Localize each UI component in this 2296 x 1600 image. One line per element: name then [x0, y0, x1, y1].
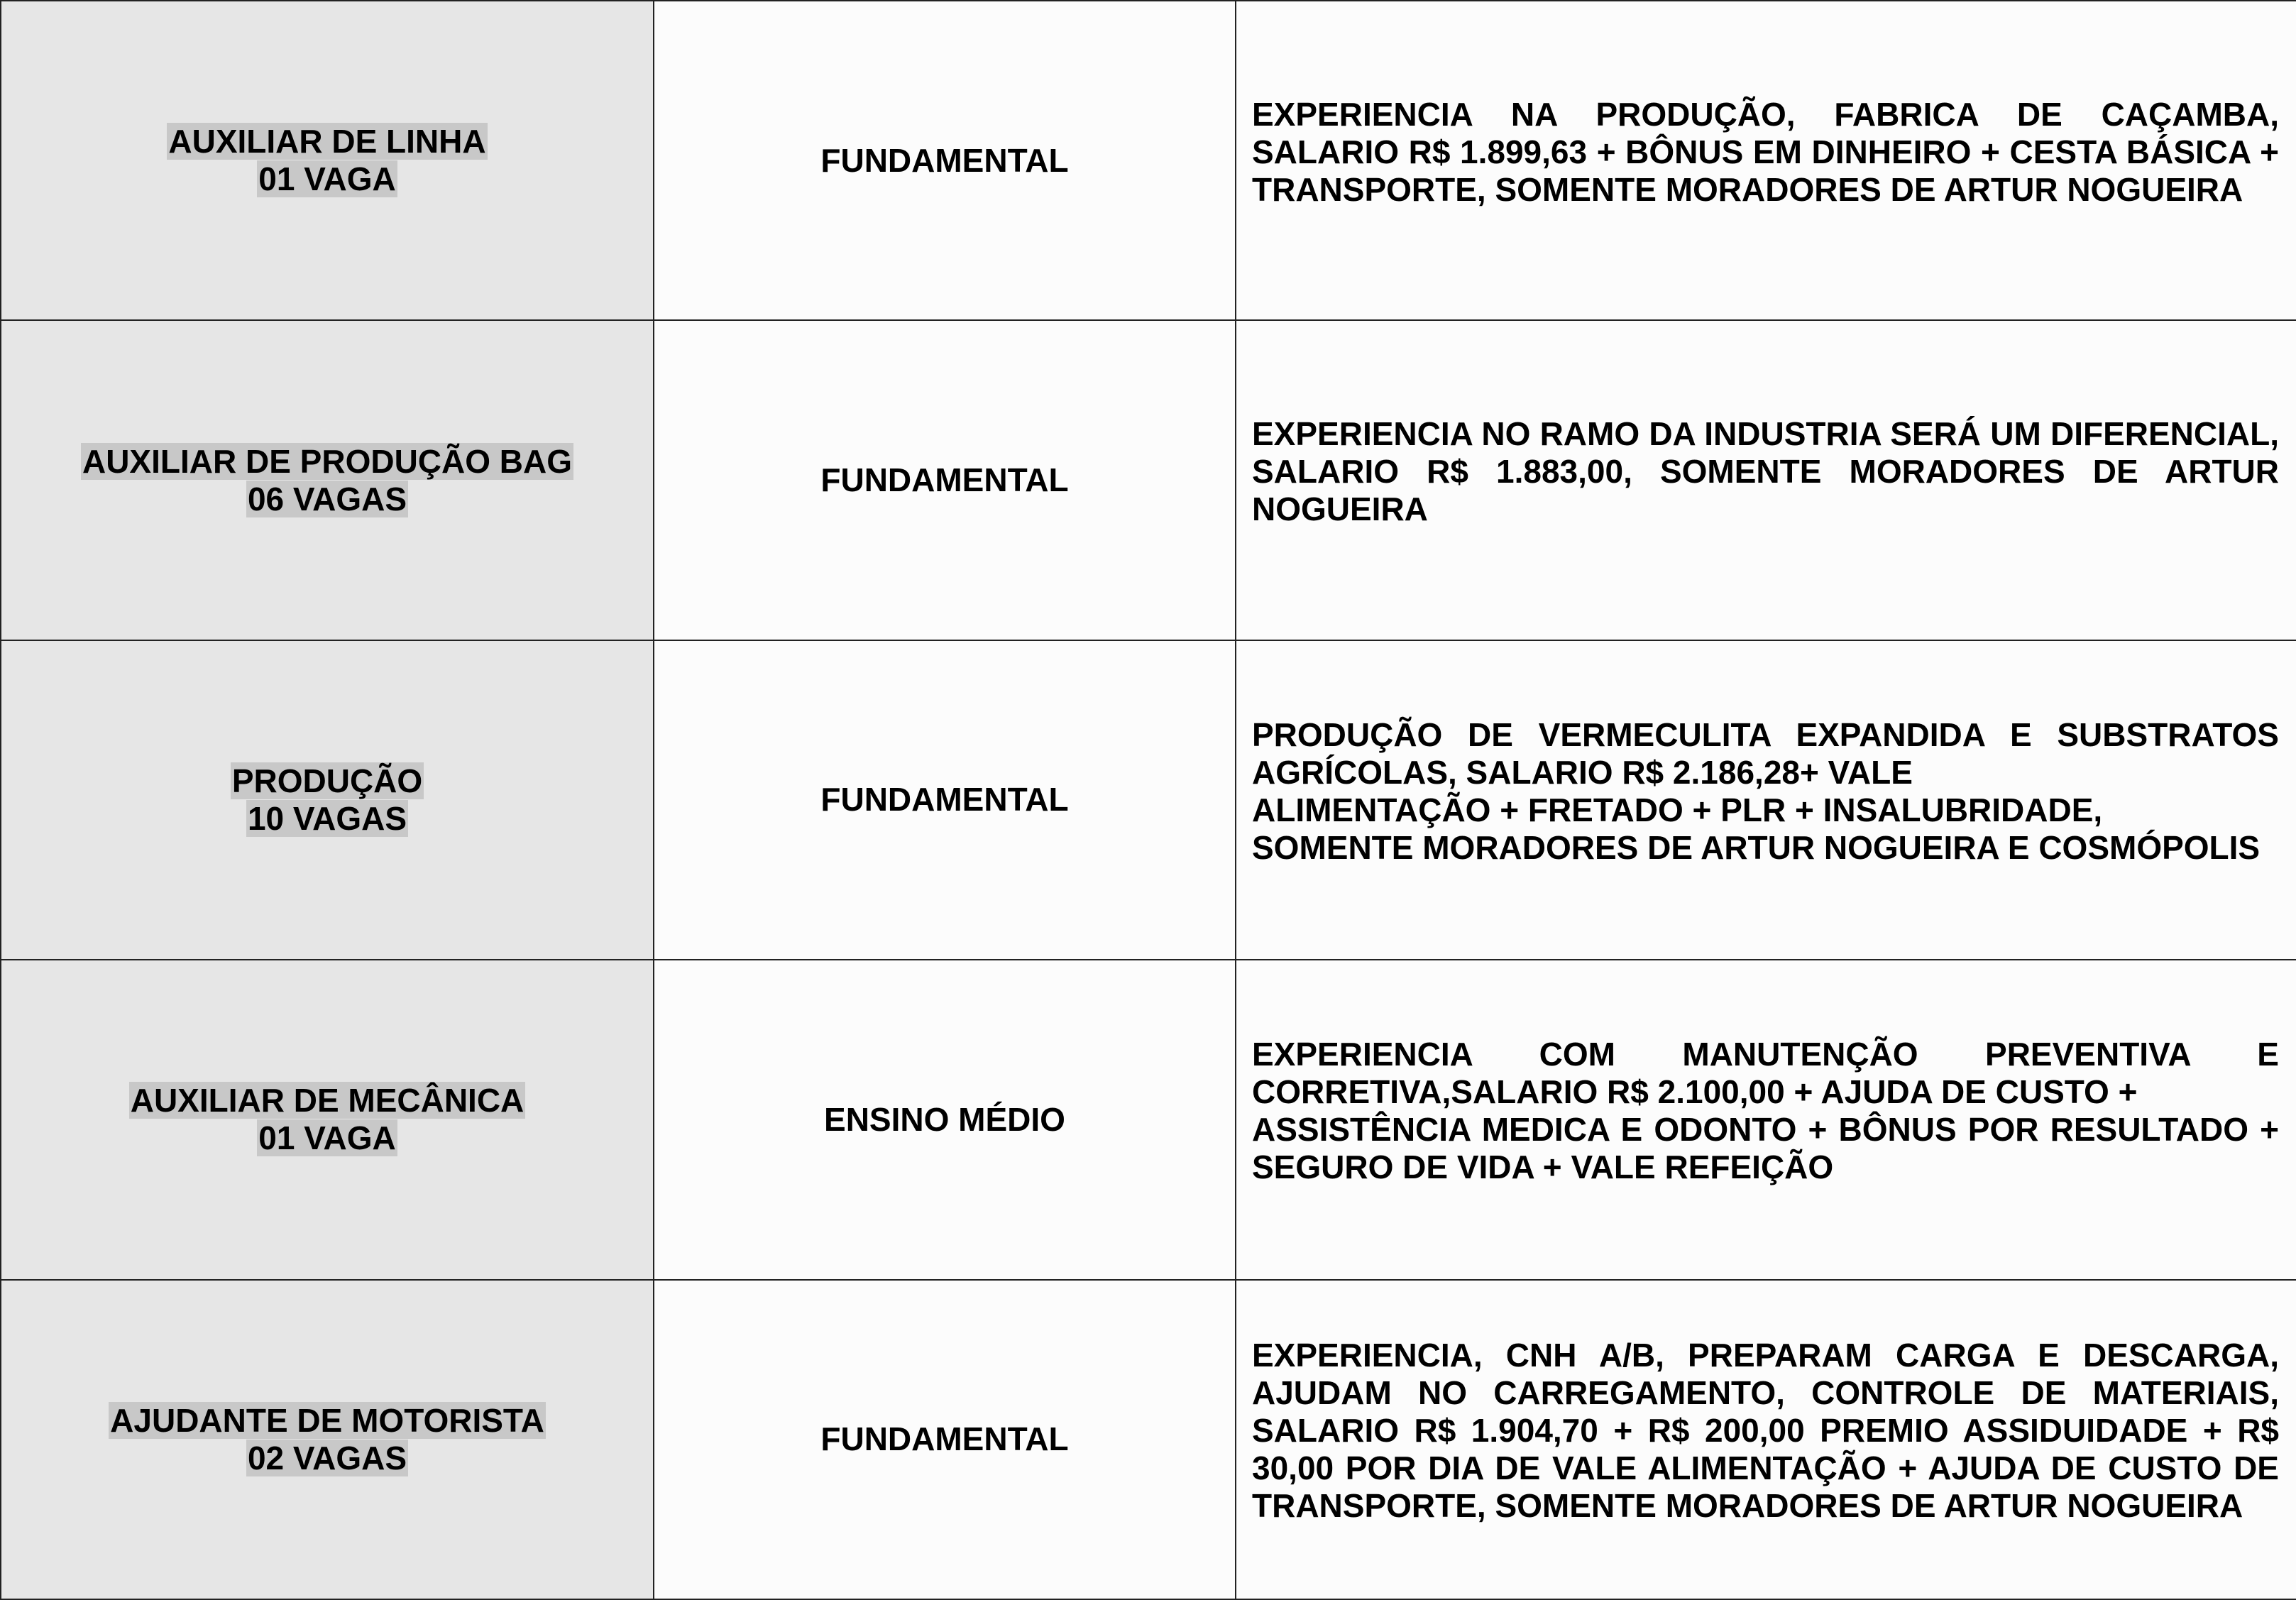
table-row	[1, 640, 2296, 960]
description-cell	[1236, 1280, 2296, 1599]
description-cell	[1236, 960, 2296, 1279]
description-text: SOMENTE MORADORES DE ARTUR NOGUEIRA E COSMÓPOLIS	[1252, 828, 2261, 866]
description-text: EXPERIENCIA NA PRODUÇÃO, FABRICA DE CAÇAMBA, SALARIO R$ 1.899,63 + BÔNUS EM DINHEIRO + CESTA BÁSICA + TRANSPORTE, SOMENTE MORADORES DE ARTUR NOGUEIRA	[1252, 95, 2279, 208]
description-cell	[1236, 320, 2296, 640]
description-text: EXPERIENCIA COM MANUTENÇÃO PREVENTIVA E CORRETIVA,SALARIO R$ 2.100,00 + AJUDA DE CUSTO +	[1252, 1036, 2279, 1111]
description-cell	[1236, 1, 2296, 320]
job-title-cell	[1, 1, 654, 320]
vacancy-count: 02 VAGAS	[247, 1439, 407, 1476]
education-level: FUNDAMENTAL	[820, 141, 1069, 179]
education-level: FUNDAMENTAL	[820, 461, 1069, 499]
table-row	[1, 960, 2296, 1279]
vacancy-count: 06 VAGAS	[247, 480, 407, 517]
description-text: ALIMENTAÇÃO + FRETADO + PLR + INSALUBRIDADE,	[1252, 791, 2103, 828]
description-text: EXPERIENCIA, CNH A/B, PREPARAM CARGA E DESCARGA, AJUDAM NO CARREGAMENTO, CONTROLE DE MATERIAIS, SALARIO R$ 1.904,70 + R$ 200,00 PREMIO ASSIDUIDADE + R$ 30,00 POR DIA DE VALE ALIMENTAÇÃO + AJUDA DE CUSTO DE TRANSPORTE, SOMENTE MORADORES DE ARTUR NOGUEIRA	[1252, 1337, 2279, 1525]
job-title: AJUDANTE DE MOTORISTA	[110, 1401, 544, 1439]
job-title-cell	[1, 1280, 654, 1599]
table-row	[1, 320, 2296, 640]
vacancy-count: 01 VAGA	[258, 1119, 396, 1157]
education-level: ENSINO MÉDIO	[824, 1100, 1065, 1138]
job-title: AUXILIAR DE PRODUÇÃO BAG	[82, 442, 573, 480]
job-title: AUXILIAR DE MECÂNICA	[130, 1082, 524, 1119]
vacancy-count: 01 VAGA	[258, 160, 396, 198]
education-cell	[654, 640, 1236, 960]
job-title-cell	[1, 640, 654, 960]
description-text: PRODUÇÃO DE VERMECULITA EXPANDIDA E SUBSTRATOS AGRÍCOLAS, SALARIO R$ 2.186,28+ VALE	[1252, 716, 2279, 791]
job-title: PRODUÇÃO	[231, 762, 423, 799]
education-cell	[654, 1, 1236, 320]
education-cell	[654, 1280, 1236, 1599]
education-cell	[654, 960, 1236, 1279]
description-text: EXPERIENCIA NO RAMO DA INDUSTRIA SERÁ UM DIFERENCIAL, SALARIO R$ 1.883,00, SOMENTE MORADORES DE ARTUR NOGUEIRA	[1252, 415, 2279, 528]
description-cell	[1236, 640, 2296, 960]
job-title-cell	[1, 960, 654, 1279]
education-cell	[654, 320, 1236, 640]
education-level: FUNDAMENTAL	[820, 781, 1069, 818]
job-title-cell	[1, 320, 654, 640]
vacancy-count: 10 VAGAS	[247, 799, 407, 837]
description-text: ASSISTÊNCIA MEDICA E ODONTO + BÔNUS POR RESULTADO + SEGURO DE VIDA + VALE REFEIÇÃO	[1252, 1111, 2279, 1186]
education-level: FUNDAMENTAL	[820, 1420, 1069, 1458]
table-row	[1, 1280, 2296, 1599]
job-title: AUXILIAR DE LINHA	[168, 123, 486, 160]
table-row	[1, 1, 2296, 320]
